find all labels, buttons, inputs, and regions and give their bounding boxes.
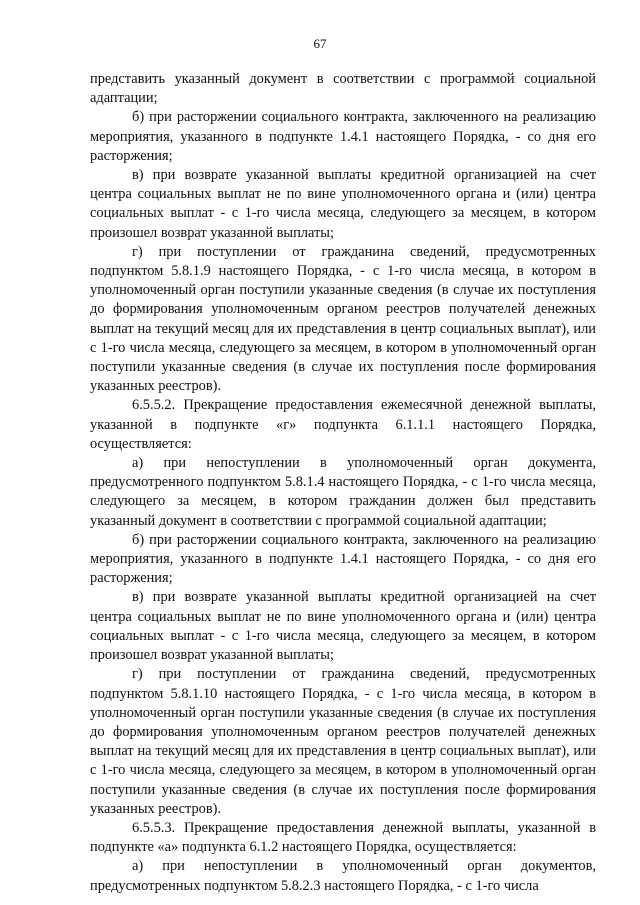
- paragraph: а) при непоступлении в уполномоченный орган документа, предусмотренного подпунктом 5.8.1.4 настоящего Порядка, - с 1-го числа месяца, следующего за месяцем, в котором гражданин должен был представить указанный документ в соответствии с программой социальной адаптации;: [90, 455, 596, 529]
- paragraph: б) при расторжении социального контракта, заключенного на реализацию мероприятия, указанного в подпункте 1.4.1 настоящего Порядка, - со дня его расторжения;: [90, 109, 596, 164]
- paragraph: представить указанный документ в соответствии с программой социальной адаптации;: [90, 71, 596, 107]
- page-number: 67: [313, 36, 327, 51]
- paragraph: в) при возврате указанной выплаты кредитной организацией на счет центра социальных выплат не по вине уполномоченного органа и (или) центра социальных выплат - с 1-го числа месяца, следующего за месяцем, в котором произошел возврат указанной выплаты;: [90, 589, 596, 664]
- paragraph: г) при поступлении от гражданина сведений, предусмотренных подпунктом 5.8.1.10 настоящего Порядка, - с 1-го числа месяца, в котором в уполномоченный орган поступили указанные сведения (в случае их поступления до формирования уполномоченным органом реестров получателей денежных выплат на текущий месяц для их представления в центр социальных выплат), или с 1-го числа месяца, следующего за месяцем, в котором в уполномоченный орган поступили указанные сведения (в случае их поступления после формирования указанных реестров).: [90, 666, 596, 817]
- paragraph: в) при возврате указанной выплаты кредитной организацией на счет центра социальных выплат не по вине уполномоченного органа и (или) центра социальных выплат - с 1-го числа месяца, следующего за месяцем, в котором произошел возврат указанной выплаты;: [90, 167, 596, 241]
- paragraph: 6.5.5.3. Прекращение предоставления денежной выплаты, указанной в подпункте «а» подпункта 6.1.2 настоящего Порядка, осуществляется:: [90, 819, 596, 856]
- paragraph: б) при расторжении социального контракта, заключенного на реализацию мероприятия, указанного в подпункте 1.4.1 настоящего Порядка, - со дня его расторжения;: [90, 531, 596, 587]
- paragraph: г) при поступлении от гражданина сведений, предусмотренных подпунктом 5.8.1.9 настоящего Порядка, - с 1-го числа месяца, в котором в уполномоченный орган поступили указанные сведения (в случае их поступления до формирования уполномоченным органом реестров получателей денежных выплат на текущий месяц для их представления в центр социальных выплат), или с 1-го числа месяца, следующего за месяцем, в котором в уполномоченный орган поступили указанные сведения (в случае их поступления после формирования указанных реестров).: [90, 243, 596, 395]
- paragraph: 6.5.5.2. Прекращение предоставления ежемесячной денежной выплаты, указанной в подпункте «г» подпункта 6.1.1.1 настоящего Порядка, осуществляется:: [90, 397, 596, 452]
- document-body: [90, 70, 596, 896]
- paragraph: а) при непоступлении в уполномоченный орган документов, предусмотренных подпунктом 5.8.2.3 настоящего Порядка, - с 1-го числа: [90, 858, 596, 894]
